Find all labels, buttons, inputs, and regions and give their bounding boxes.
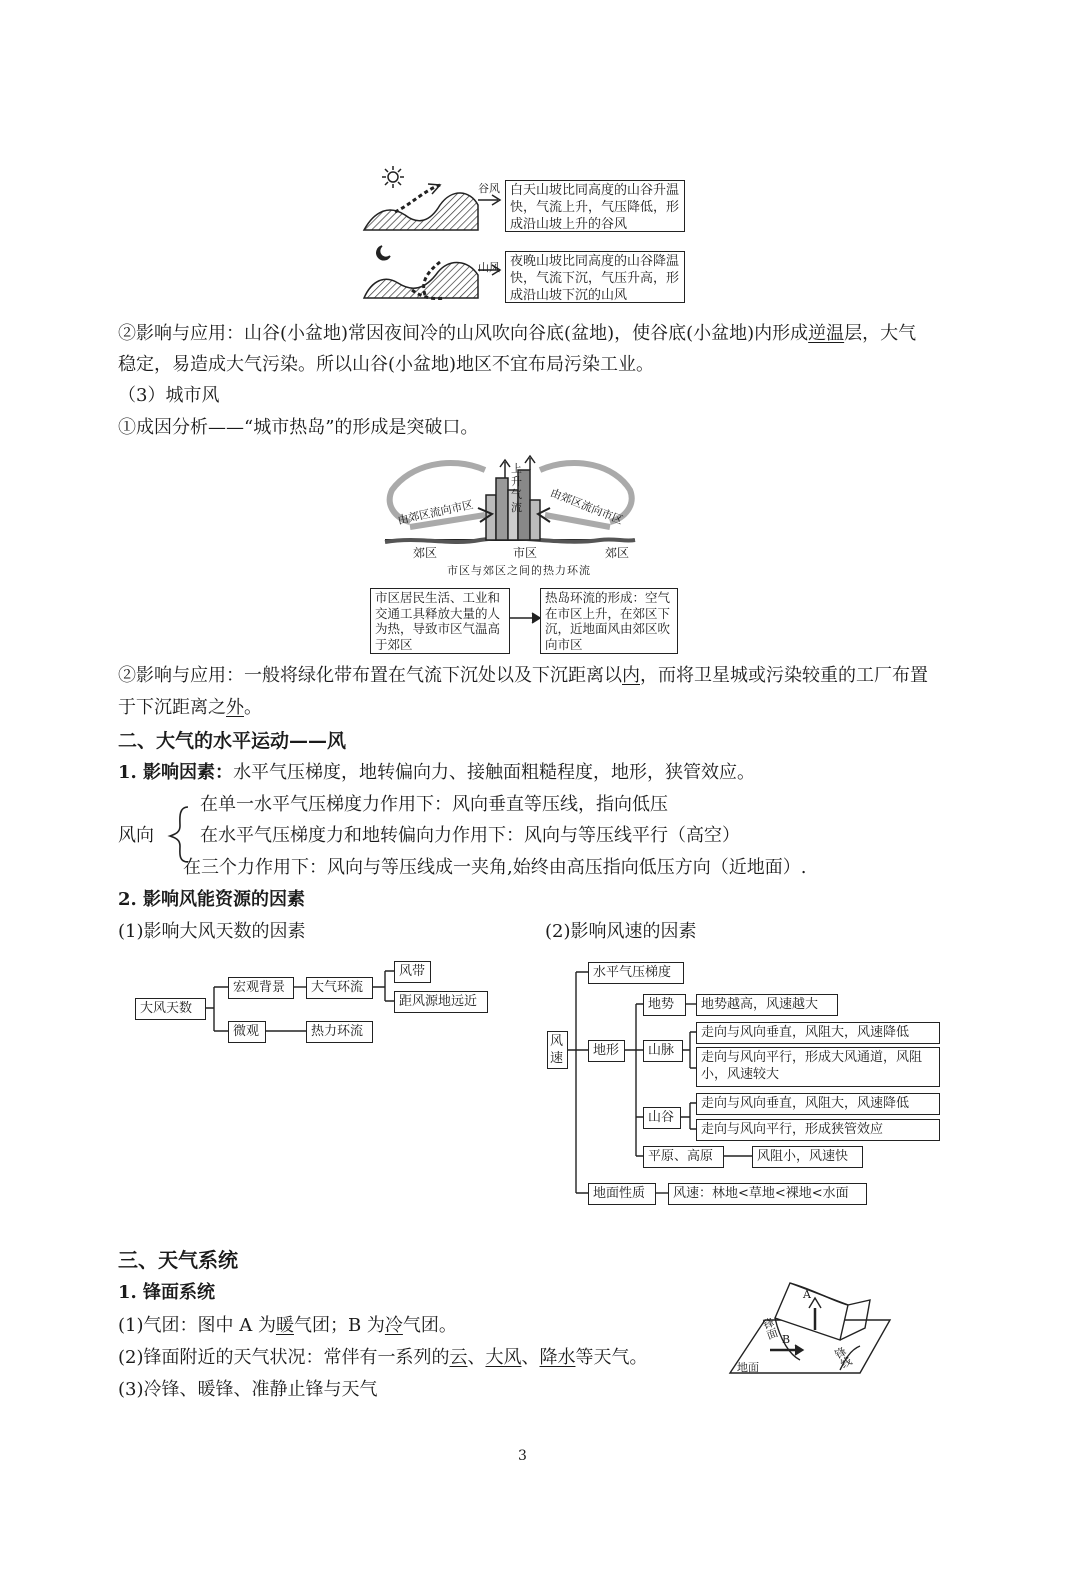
wind-direction-label: 风向 (118, 825, 154, 846)
tree2-valley-result2: 走向与风向平行，形成狭管效应 (696, 1119, 940, 1141)
tree2-range-result1: 走向与风向垂直，风阻大，风速降低 (696, 1022, 940, 1044)
tree2-range-result2: 走向与风向平行，形成大风通道，风阻小，风速较大 (696, 1047, 940, 1087)
tree2-elevation-result: 地势越高，风速越大 (696, 994, 838, 1016)
tree1-thermal: 热力环流 (306, 1021, 373, 1043)
front-types-line: (3)冷锋、暖锋、准静止锋与天气 (118, 1379, 378, 1400)
city-wind-heading: （3）城市风 (118, 385, 220, 406)
air-mass-line: (1)气团：图中 A 为暖气团；B 为冷气团。 (118, 1315, 457, 1336)
wind-direction-1: 在单一水平气压梯度力作用下：风向垂直等压线，指向低压 (200, 794, 668, 815)
tree1-circulation: 大气环流 (306, 977, 373, 999)
tree2-surface-result: 风速：林地<草地<裸地<水面 (668, 1183, 867, 1205)
urban-heat-island-figure (385, 456, 635, 542)
urban-heat-cause-box: 市区居民生活、工业和交通工具释放大量的人为热，导致市区气温高于郊区 (370, 588, 510, 654)
tree1-micro: 微观 (228, 1021, 266, 1043)
tree2-plain-result: 风阻小，风速快 (752, 1146, 863, 1168)
front-label-surface: 锋面 (761, 1315, 780, 1343)
suburb-left-label: 郊区 (413, 546, 438, 560)
tree2-valley: 山谷 (643, 1107, 681, 1129)
tree1-macro: 宏观背景 (228, 977, 294, 999)
front-system-title: 1. 锋面系统 (118, 1282, 216, 1303)
valley-wind-box: 白天山坡比同高度的山谷升温快，气流上升，气压降低，形成沿山坡上升的谷风 (505, 180, 685, 232)
front-label-a: A (803, 1288, 811, 1301)
city-application-line2: 于下沉距离之外。 (118, 697, 262, 718)
rise-label: 上升气流 (511, 462, 522, 514)
tree2-root: 风速 (547, 1031, 568, 1069)
tree2-plain: 平原、高原 (643, 1146, 724, 1168)
mountain-wind-box: 夜晚山坡比同高度的山谷降温快，气流下沉，气压升高，形成沿山坡下沉的山风 (505, 251, 685, 303)
tree2-terrain: 地形 (588, 1040, 625, 1062)
valley-application-line1: ②影响与应用：山谷(小盆地)常因夜间冷的山风吹向谷底(盆地)，使谷底(小盆地)内形成逆温层，大气 (118, 323, 917, 344)
wind-direction-2: 在水平气压梯度力和地转偏向力作用下：风向与等压线平行（高空） (200, 825, 740, 846)
tree1-root: 大风天数 (135, 998, 206, 1020)
heat-flow-arrow (510, 613, 540, 623)
valley-wind-figure (364, 166, 500, 230)
heat-island-circulation-box: 热岛环流的形成：空气在市区上升，在郊区下沉，近地面风由郊区吹向市区 (540, 588, 678, 654)
tree2-elevation: 地势 (643, 994, 686, 1016)
city-cause-line: ①成因分析——“城市热岛”的形成是突破口。 (118, 417, 479, 438)
urban-label: 市区 (513, 546, 538, 560)
tree1-belt: 风带 (394, 961, 431, 983)
city-application-line1: ②影响与应用：一般将绿化带布置在气流下沉处以及下沉距离以内，而将卫星城或污染较重的工厂布置 (118, 665, 928, 686)
tree2-surface: 地面性质 (588, 1183, 656, 1205)
tree2-valley-result1: 走向与风向垂直，风阻大，风速降低 (696, 1093, 940, 1115)
section2-title: 二、大气的水平运动——风 (118, 730, 347, 752)
left-flow-label: 由郊区流向市区 (396, 498, 475, 527)
mountain-wind-label: 山风 (478, 261, 500, 274)
valley-application-line2: 稳定，易造成大气污染。所以山谷(小盆地)地区不宜布局污染工业。 (118, 354, 655, 375)
front-label-ground: 地面 (737, 1361, 759, 1374)
right-flow-label: 由郊区流向市区 (548, 486, 625, 527)
suburb-right-label: 郊区 (605, 546, 630, 560)
page-number: 3 (518, 1448, 527, 1464)
valley-wind-label: 谷风 (478, 182, 500, 195)
brace (170, 807, 188, 862)
factors-line: 1. 影响因素：水平气压梯度，地转偏向力、接触面粗糙程度，地形，狭管效应。 (118, 762, 756, 783)
tree1-title: (1)影响大风天数的因素 (118, 921, 306, 942)
front-label-line: 锋线 (832, 1344, 855, 1372)
front-weather-line: (2)锋面附近的天气状况：常伴有一系列的云、大风、降水等天气。 (118, 1347, 648, 1368)
city-figure-caption: 市区与郊区之间的热力环流 (447, 564, 591, 577)
tree1-distance: 距风源地远近 (394, 991, 488, 1013)
tree2-gradient: 水平气压梯度 (588, 962, 684, 984)
tree2-range: 山脉 (643, 1040, 683, 1062)
front-label-b: B (782, 1333, 791, 1346)
wind-direction-3: 在三个力作用下：风向与等压线成一夹角,始终由高压指向低压方向（近地面）. (183, 857, 807, 878)
section3-title: 三、天气系统 (118, 1248, 238, 1272)
tree2-title: (2)影响风速的因素 (545, 921, 697, 942)
wind-energy-title: 2. 影响风能资源的因素 (118, 889, 306, 910)
